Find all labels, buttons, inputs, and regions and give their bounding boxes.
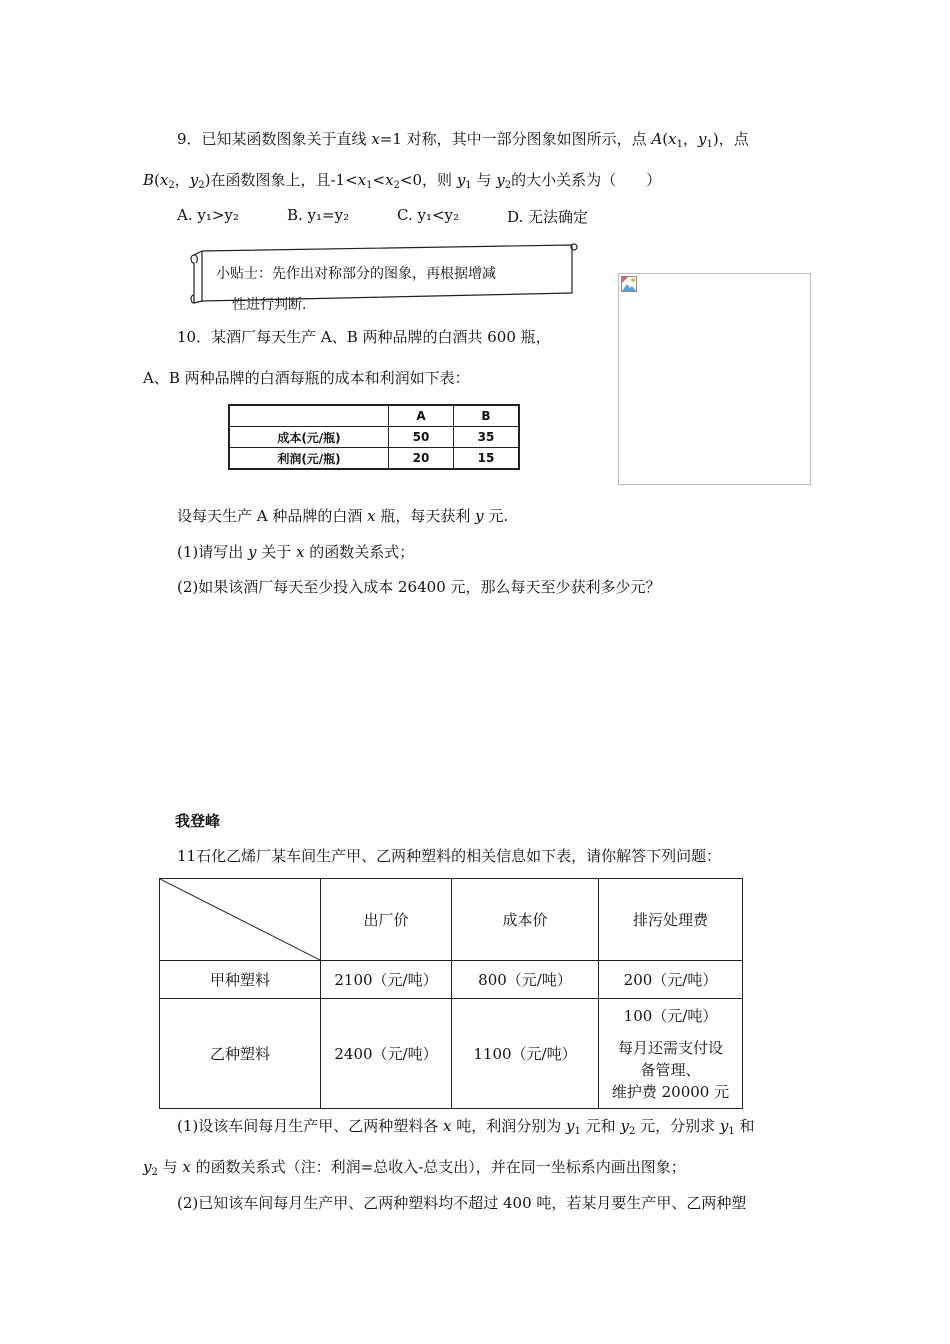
q9-option-c: C. y₁<y₂ — [397, 206, 460, 224]
q10-cost-table — [228, 404, 520, 470]
table-row: 出厂价 成本价 排污处理费 — [160, 879, 743, 961]
q9-option-a: A. y₁>y₂ — [177, 206, 239, 224]
q10-line2: A、B 两种品牌的白酒每瓶的成本和利润如下表： — [143, 369, 470, 387]
section-title: 我登峰 — [175, 812, 221, 830]
figure-placeholder — [618, 273, 811, 485]
table-row: 乙种塑料 2400（元/吨） 1100（元/吨） 100（元/吨） 每月还需支付设 备管理、 维护费 20000 元 — [160, 999, 743, 1109]
q9-option-d: D. 无法确定 — [507, 208, 589, 226]
q10-line1: 10．某酒厂每天生产 A、B 两种品牌的白酒共 600 瓶， — [177, 328, 551, 346]
q11-part1-line1: (1)设该车间每月生产甲、乙两种塑料各 x 吨，利润分别为 $y_1$ 元和 $y_2$ 元，分别求 $y_1$ 和 — [177, 1117, 755, 1137]
diagonal-line-icon — [160, 879, 320, 960]
diagonal-header-cell — [160, 879, 321, 961]
table-row: 甲种塑料 2100（元/吨） 800（元/吨） 200（元/吨） — [160, 961, 743, 999]
tip-scroll — [188, 243, 580, 313]
table-row: 利润(元/瓶) 20 15 — [229, 448, 519, 470]
tip-text-line2: 性进行判断. — [232, 297, 307, 313]
broken-image-icon — [621, 276, 637, 292]
q10-setup: 设每天生产 A 种品牌的白酒 x 瓶，每天获利 y 元. — [177, 507, 509, 525]
q9-line1: 9．已知某函数图象关于直线 x=1 对称，其中一部分图象如图所示，点 $A(x_1$，$y_1$)，点 — [177, 130, 749, 150]
q11-intro: 11石化乙烯厂某车间生产甲、乙两种塑料的相关信息如下表，请你解答下列问题： — [177, 847, 722, 865]
table-row: 成本(元/瓶) 50 35 — [229, 427, 519, 448]
tip-text-line1: 小贴士：先作出对称部分的图象，再根据增减 — [216, 266, 496, 282]
table-row: A B — [229, 405, 519, 427]
q11-info-table — [159, 878, 743, 1109]
q11-part2: (2)已知该车间每月生产甲、乙两种塑料均不超过 400 吨，若某月要生产甲、乙两种塑 — [177, 1194, 747, 1212]
q11-part1-line2: $y_2$ 与 x 的函数关系式（注：利润=总收入-总支出），并在同一坐标系内画出图象； — [143, 1158, 686, 1178]
q10-part1: (1)请写出 y 关于 x 的函数关系式； — [177, 543, 415, 561]
fee-cell: 100（元/吨） 每月还需支付设 备管理、 维护费 20000 元 — [599, 999, 743, 1109]
q9-option-b: B. y₁=y₂ — [287, 206, 350, 224]
q9-line2: $B(x_2$，$y_2$)在函数图象上，且$-1<x_1<x_2<0$，则 $y_1$ 与 $y_2$的大小关系为（ ） — [143, 171, 662, 191]
q10-part2: (2)如果该酒厂每天至少投入成本 26400 元，那么每天至少获利多少元？ — [177, 578, 661, 596]
